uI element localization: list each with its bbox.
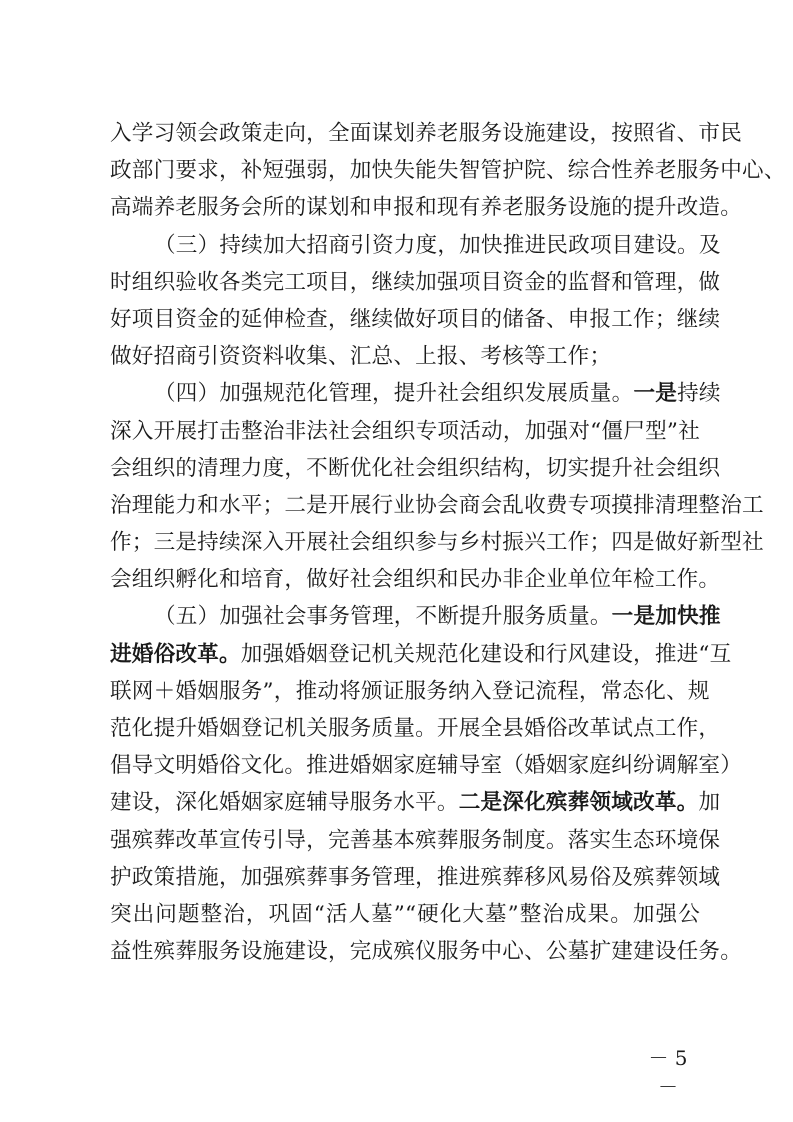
paragraph [110,375,764,598]
bold-text: 进婚俗改革。 [110,641,241,667]
text-line [110,859,721,896]
text-segment: 范化提升婚姻登记机关服务质量。开展全县婚俗改革试点工作， [110,716,721,741]
text-segment: 作；三是持续深入开展社会组织参与乡村振兴工作；四是做好新型社 [110,530,764,556]
text-segment: 会组织孵化和培育，做好社会组织和民办非企业单位年检工作。 [110,567,721,593]
text-segment: 加强婚姻登记机关规范化建设和行风建设，推进“互 [240,641,732,667]
text-segment: （五）加强社会事务管理，不断提升服务质量。 [154,604,612,630]
text-line [110,933,743,970]
text-line [110,784,721,821]
bold-text: 二是深化殡葬领域改革。 [458,790,699,816]
text-segment: 时组织验收各类完工项目，继续加强项目资金的监督和管理，做 [110,269,721,295]
text-line [110,152,786,189]
text-line [110,301,721,338]
text-segment: 好项目资金的延伸检查，继续做好项目的储备、申报工作；继续 [110,306,721,332]
text-segment: 会组织的清理力度，不断优化社会组织结构，切实提升社会组织 [110,455,721,481]
text-line [110,747,743,784]
text-segment: 护政策措施，加强殡葬事务管理，推进殡葬移风易俗及殡葬领域 [110,864,721,890]
text-line [110,227,721,264]
text-line [110,115,743,152]
text-line [110,636,732,673]
bold-text: 一是 [633,381,678,407]
text-segment: 突出问题整治，巩固“活人墓”“硬化大墓”整治成果。加强公 [110,901,700,927]
text-segment: 治理能力和水平；二是开展行业协会商会乱收费专项摸排清理整治工 [110,492,764,518]
text-segment: 高端养老服务会所的谋划和申报和现有养老服务设施的提升改造。 [110,195,743,221]
text-line [110,189,743,226]
text-line [110,487,764,524]
text-segment: 倡导文明婚俗文化。推进婚姻家庭辅导室（婚姻家庭纠纷调解室） [110,753,743,779]
text-line [110,338,700,375]
text-line [110,375,721,412]
text-segment: 入学习领会政策走向，全面谋划养老服务设施建设，按照省、市民 [110,121,743,146]
text-line [110,896,700,933]
text-segment: 益性殡葬服务设施建设，完成殡仪服务中心、公墓扩建建设任务。 [110,939,743,965]
paragraph [110,227,721,376]
text-segment: 深入开展打击整治非法社会组织专项活动，加强对“僵尸型”社 [110,418,700,444]
bold-text: 一是加快推 [611,604,721,630]
page-number: － 5 － [648,1046,688,1099]
text-segment: 加 [698,790,721,816]
text-line [110,524,764,561]
text-segment: 做好招商引资资料收集、汇总、上报、考核等工作； [110,344,612,370]
paragraph [110,598,743,970]
text-line [110,264,721,301]
text-line [110,561,721,598]
body-text [110,115,786,970]
text-segment: 建设，深化婚姻家庭辅导服务水平。 [110,790,459,816]
paragraph [110,115,786,227]
text-line [110,413,700,450]
text-line [110,598,721,635]
text-segment: 持续 [677,381,721,407]
text-segment: 强殡葬改革宣传引导，完善基本殡葬服务制度。落实生态环境保 [110,827,721,853]
text-segment: （三）持续加大招商引资力度，加快推进民政项目建设。及 [154,232,721,258]
text-line [110,673,710,710]
text-segment: 政部门要求，补短强弱，加快失能失智管护院、综合性养老服务中心、 [110,158,786,184]
text-segment: 联网＋婚姻服务”，推动将颁证服务纳入登记流程，常态化、规 [110,678,710,704]
text-segment: （四）加强规范化管理，提升社会组织发展质量。 [154,381,634,407]
text-line [110,710,721,747]
text-line [110,822,721,859]
text-line [110,450,721,487]
